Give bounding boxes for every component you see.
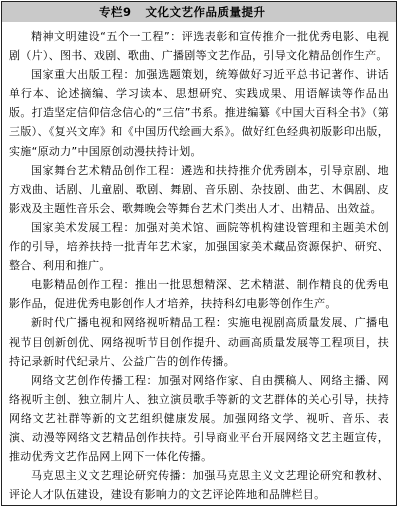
paragraph-broadcast-project: 新时代广播电视和网络视听精品工程：实施电视剧高质量发展、广播电视节目创新创优、网络视听节目创作提升、动画高质量发展等工程项目，扶持记录新时代纪录片、公益广告的创作传播。 bbox=[9, 316, 389, 368]
paragraph-publishing-project: 国家重大出版工程：加强选题策划，统筹做好习近平总书记著作、讲话单行本、论述摘编、学习读本、思想研究、实践成果、用语解读等作品出版。打造坚定信仰信念信心的“三信”书系。推进编纂《中国大百科全书》（第三版）、《复兴文库》和《中国历代绘画大系》。做好红色经典初版影印出版，实施“原动力”中国原创动漫扶持计划。 bbox=[9, 68, 389, 158]
paragraph-five-one-project: 精神文明建设“五个一工程”：评选表彰和宣传推介一批优秀电影、电视剧（片）、图书、戏剧、歌曲、广播剧等文艺作品，引导文化精品创作生产。 bbox=[9, 30, 389, 63]
paragraph-film-project: 电影精品创作工程：推出一批思想精深、艺术精湛、制作精良的优秀电影作品，促进优秀电影创作人才培养，扶持科幻电影等创作生产。 bbox=[9, 278, 389, 311]
feature-box bbox=[1, 1, 397, 506]
box-title: 文化文艺作品质量提升 bbox=[145, 5, 266, 19]
box-content bbox=[2, 22, 396, 504]
paragraph-stage-art-project: 国家舞台艺术精品创作工程：遴选和扶持推介优秀剧本，引导京剧、地方戏曲、话剧、儿童剧、歌剧、舞剧、音乐剧、杂技剧、曲艺、木偶剧、皮影戏及主题性音乐会、歌舞晚会等舞台艺术门类出人才、出精品、出效益。 bbox=[9, 163, 389, 215]
box-label: 专栏9 bbox=[99, 5, 132, 19]
paragraph-marxist-theory: 马克思主义文艺理论研究传播：加强马克思主义文艺理论研究和教材、评论人才队伍建设，建设有影响力的文艺评论阵地和品牌栏目。 bbox=[9, 469, 389, 502]
paragraph-internet-art-project: 网络文艺创作传播工程：加强对网络作家、自由撰稿人、网络主播、网络视听主创、独立制片人、独立演员歌手等新的文艺群体的关心引导，扶持网络文艺社群等新的文艺组织健康发展。加强网络文学、视听、音乐、表演、动漫等网络文艺精品创作扶持。引导商业平台开展网络文艺主题宣传，推动优秀文艺作品网上网下一体化传播。 bbox=[9, 373, 389, 464]
box-header bbox=[2, 2, 396, 22]
paragraph-fine-art-project: 国家美术发展工程：加强对美术馆、画院等机构建设管理和主题美术创作的引导，培养扶持一批青年艺术家，加强国家美术藏品资源保护、研究、整合、利用和推广。 bbox=[9, 220, 389, 273]
